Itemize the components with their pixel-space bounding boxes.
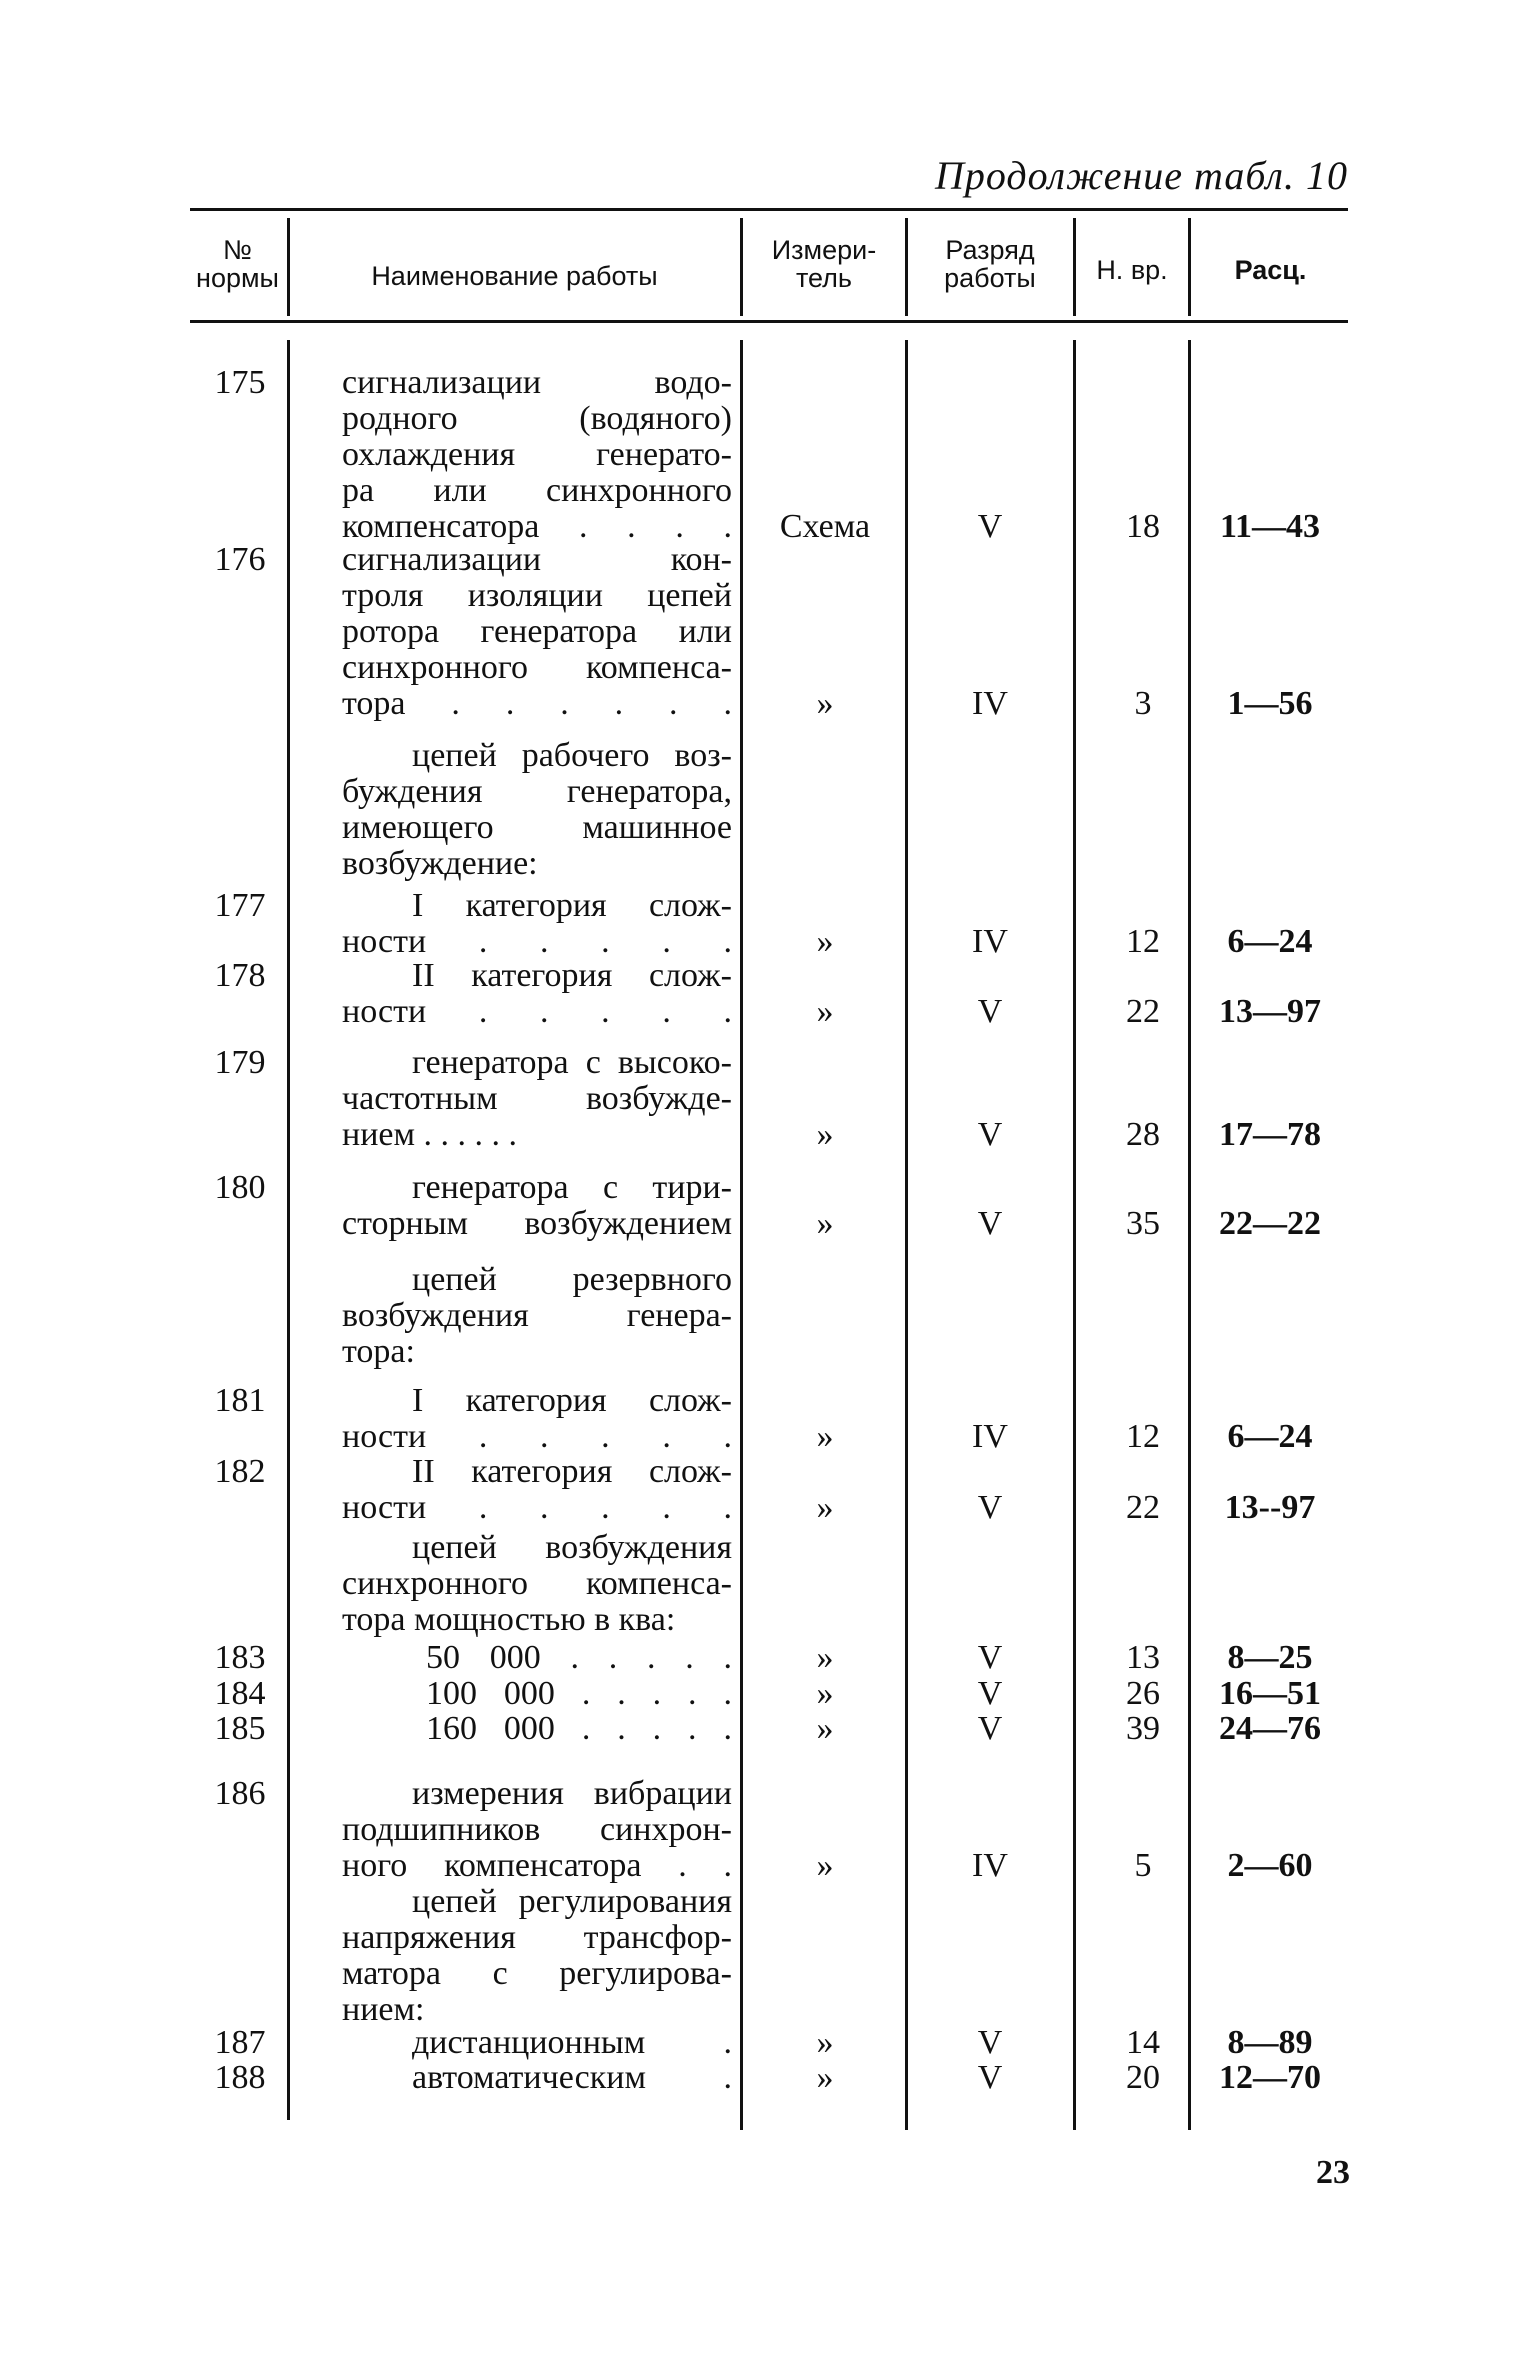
norm-time: 22 [1126,993,1160,1030]
word: . [647,1639,656,1676]
work-grade: IV [972,1847,1008,1884]
word: . [608,1639,618,1676]
measure-unit: Схема [779,508,871,545]
word: цепей [647,577,732,614]
work-name [342,1884,732,2028]
column-divider [1073,340,1076,2130]
work-name [342,1454,732,1526]
word: родного [342,400,458,437]
word: генератора, [566,773,732,810]
word: . [478,993,488,1030]
rate-value: 8—25 [1227,1639,1313,1676]
work-name-line: нием . . . . . . [342,1116,517,1153]
work-name-line: тора: [342,1333,415,1370]
work-grade: V [977,1205,1003,1242]
norm-number: 184 [214,1675,266,1712]
work-name-line [342,1170,732,1206]
work-grade: V [977,2024,1003,2061]
word: . [662,1489,671,1526]
measure-unit: » [816,1205,834,1242]
word: буждения [342,773,483,810]
table-continuation-caption: Продолжение табл. 10 [934,153,1348,198]
word: категория [465,887,607,924]
norm-number: 176 [214,541,266,578]
word: . [478,923,488,960]
column-divider [1073,218,1076,316]
work-name [342,365,732,545]
word: ного [342,1847,408,1884]
word: цепей [412,1529,497,1566]
word: компенса- [585,1565,732,1602]
work-name [342,1530,732,1638]
work-name-line [342,1490,732,1526]
work-name-line [342,1081,732,1117]
word: генерато- [596,436,732,473]
word: 160 [426,1710,477,1747]
word: машинное [582,809,732,846]
norm-time: 14 [1126,2024,1160,2061]
rate-value: 12—70 [1219,2059,1321,2096]
word: генератора [412,1044,569,1081]
word: . [614,685,624,722]
work-name-line [342,1920,732,1956]
word: категория [471,957,613,994]
word: трансфор- [583,1919,732,1956]
work-name-line [342,1262,732,1298]
word: компенсатора [342,508,540,545]
work-grade: V [977,508,1003,545]
norm-number: 186 [214,1775,266,1812]
norm-time: 5 [1134,1847,1152,1884]
word: ротора [342,613,440,650]
measure-unit: » [816,1675,834,1712]
work-name-line [342,994,732,1030]
measure-unit: » [816,1489,834,1526]
work-name [342,1711,732,1747]
word: 000 [503,1710,555,1747]
work-name-line [342,1383,732,1419]
word: слож- [648,1453,732,1490]
word: категория [465,1382,607,1419]
word: . [478,1418,488,1455]
header-norm-time: Н. вр. [1096,255,1168,285]
work-name-line [342,1298,732,1334]
work-grade: IV [972,923,1008,960]
work-name-line: нием: [342,1991,425,2028]
norm-time: 13 [1126,1639,1160,1676]
column-divider [287,218,290,316]
word: цепей [412,1261,497,1298]
word: ности [342,1418,427,1455]
work-name [342,2060,732,2096]
word: . [570,1639,579,1676]
norm-time: 26 [1126,1675,1160,1712]
word: ра [342,472,375,509]
word: измерения [412,1775,564,1812]
work-name [342,2025,732,2061]
header-work-name: Наименование работы [371,261,658,291]
work-name-line [342,810,732,846]
word: подшипников [342,1811,541,1848]
work-name-line [342,473,732,509]
work-name [342,1776,732,1884]
word: цепей [412,737,497,774]
rate-value: 2—60 [1227,1847,1313,1884]
measure-unit: » [816,1710,834,1747]
norm-number: 187 [214,2024,266,2061]
work-name-line [342,2060,732,2096]
rate-value: 13—97 [1219,993,1321,1030]
work-name-line [342,365,732,401]
work-name-line [342,542,732,578]
word: с [602,1169,619,1206]
word: сторным [342,1205,469,1242]
word: категория [471,1453,613,1490]
word: . [540,1489,549,1526]
word: . [723,1639,732,1676]
word: . [723,1489,732,1526]
rate-value: 8—89 [1227,2024,1313,2061]
word: слож- [648,1382,732,1419]
rate-value: 6—24 [1227,1418,1313,1455]
word: генератора [412,1169,569,1206]
word: автоматическим [412,2059,646,2096]
word: резервного [572,1261,732,1298]
word: . [540,923,549,960]
work-name-line [342,1640,732,1676]
work-name [342,542,732,722]
page-number: 23 [1316,2154,1350,2191]
word: . [601,1418,610,1455]
column-divider [905,340,908,2130]
word: . [723,2024,732,2061]
word: воз- [674,737,732,774]
word: высоко- [617,1044,732,1081]
word: троля [342,577,424,614]
word: компенсатора [444,1847,642,1884]
work-name-line [342,774,732,810]
word: II [412,1453,435,1490]
word: . [675,508,684,545]
word: или [678,613,732,650]
word: . [723,923,732,960]
word: . [617,1710,626,1747]
word: 100 [426,1675,477,1712]
word: возбужде- [585,1080,732,1117]
measure-unit: » [816,1418,834,1455]
word: генератора [480,613,638,650]
word: охлаждения [342,436,516,473]
word: . [688,1710,697,1747]
work-name [342,888,732,960]
word: возбуждения [545,1529,732,1566]
rate-value: 6—24 [1227,923,1313,960]
work-name-line [342,1419,732,1455]
measure-unit: » [816,1116,834,1153]
norm-time: 3 [1134,685,1152,722]
work-name-line [342,1566,732,1602]
work-name-line: тора мощностью в ква: [342,1601,676,1638]
header-measure: Измери- тель [771,235,877,293]
norm-time: 12 [1126,923,1160,960]
word: слож- [648,957,732,994]
norm-time: 35 [1126,1205,1160,1242]
word: . [617,1675,626,1712]
word: . [723,2059,732,2096]
word: частотным [342,1080,498,1117]
word: 50 [426,1639,460,1676]
header-norm-number: № нормы [196,235,279,293]
work-name-line [342,888,732,924]
rate-value: 1—56 [1227,685,1313,722]
word: . [688,1675,697,1712]
word: I [412,887,424,924]
word: . [652,1675,662,1712]
work-name-line [342,1848,732,1884]
word: 000 [503,1675,555,1712]
measure-unit: » [816,2024,834,2061]
column-divider [740,218,743,316]
table-header-rule [190,320,1348,323]
norm-number: 185 [214,1710,266,1747]
norm-number: 178 [214,957,266,994]
word: . [723,1847,732,1884]
work-name-line [342,1454,732,1490]
norm-number: 179 [214,1044,266,1081]
word: с [492,1955,508,1992]
word: с [585,1044,601,1081]
word: тири- [652,1169,732,1206]
measure-unit: » [816,1847,834,1884]
work-name [342,958,732,1030]
word: I [412,1382,424,1419]
word: синхронного [546,472,732,509]
word: (водяного) [579,400,732,437]
work-grade: V [977,2059,1003,2096]
word: . [601,1489,610,1526]
work-name [342,1045,732,1153]
work-name-line [342,509,732,545]
word: . [581,1710,591,1747]
work-name-line [342,578,732,614]
work-name [342,1676,732,1712]
word: вибрации [593,1775,732,1812]
word: ности [342,993,427,1030]
word: имеющего [342,809,494,846]
word: . [662,993,671,1030]
word: дистанционным [412,2024,646,2061]
work-name-line [342,1676,732,1712]
word: . [601,993,610,1030]
word: слож- [648,887,732,924]
word: сигнализации [342,364,542,401]
work-name [342,738,732,882]
word: . [678,1847,687,1884]
word: цепей [412,1883,497,1920]
word: ности [342,923,427,960]
work-grade: V [977,1639,1003,1676]
word: . [540,1418,549,1455]
word: сигнализации [342,541,542,578]
word: . [560,685,569,722]
work-name-line [342,1776,732,1812]
word: . [581,1675,591,1712]
word: . [505,685,515,722]
word: напряжения [342,1919,516,1956]
column-divider [1188,218,1191,316]
work-name-line [342,437,732,473]
work-name-line [342,614,732,650]
word: синхронного [342,649,528,686]
work-name-line [342,1956,732,1992]
word: рабочего [521,737,650,774]
norm-number: 181 [214,1382,266,1419]
work-name [342,1170,732,1242]
norm-time: 22 [1126,1489,1160,1526]
word: . [451,685,460,722]
work-name-line [342,1812,732,1848]
norm-number: 177 [214,887,266,924]
work-grade: V [977,1116,1003,1153]
word: тора [342,685,406,722]
work-name-line [342,650,732,686]
word: регулирования [518,1883,732,1920]
work-name [342,1383,732,1455]
work-grade: V [977,1489,1003,1526]
word: или [433,472,487,509]
work-grade: IV [972,685,1008,722]
rate-value: 22—22 [1219,1205,1321,1242]
norm-number: 183 [214,1639,266,1676]
work-name-line [342,738,732,774]
word: изоляции [467,577,603,614]
word: . [723,508,732,545]
measure-unit: » [816,1639,834,1676]
work-name-line [342,2025,732,2061]
norm-number: 188 [214,2059,266,2096]
word: возбуждением [524,1205,732,1242]
word: . [478,1489,488,1526]
norm-number: 175 [214,364,266,401]
word: водо- [654,364,732,401]
word: . [662,923,671,960]
work-grade: V [977,1675,1003,1712]
header-rate: Расц. [1234,255,1307,285]
norm-time: 39 [1126,1710,1160,1747]
word: . [723,1675,732,1712]
word: регулирова- [559,1955,732,1992]
work-name-line [342,924,732,960]
measure-unit: » [816,685,834,722]
rate-value: 13--97 [1224,1489,1316,1526]
word: . [685,1639,694,1676]
work-grade: V [977,993,1003,1030]
word: . [723,685,732,722]
work-grade: IV [972,1418,1008,1455]
word: . [723,1418,732,1455]
column-divider [905,218,908,316]
word: кон- [670,541,732,578]
work-name-line [342,958,732,994]
word: ности [342,1489,427,1526]
word: . [579,508,588,545]
word: . [723,993,732,1030]
word: генера- [626,1297,732,1334]
work-name-line [342,401,732,437]
rate-value: 16—51 [1219,1675,1321,1712]
work-name [342,1640,732,1676]
table-top-rule [190,208,1348,211]
rate-value: 17—78 [1219,1116,1321,1153]
norm-number: 182 [214,1453,266,1490]
word: . [601,923,610,960]
word: возбуждения [342,1297,529,1334]
word: . [723,1710,732,1747]
header-grade: Разряд работы [944,235,1036,293]
norm-time: 18 [1126,508,1160,545]
work-name-line [342,1711,732,1747]
measure-unit: » [816,923,834,960]
word: синхрон- [600,1811,732,1848]
word: . [627,508,636,545]
work-name-line [342,1045,732,1081]
word: синхронного [342,1565,528,1602]
word: . [540,993,549,1030]
rate-value: 24—76 [1219,1710,1321,1747]
word: . [662,1418,671,1455]
word: . [652,1710,662,1747]
work-name-line [342,686,732,722]
column-divider [740,340,743,2130]
word: . [669,685,678,722]
work-name-line [342,1206,732,1242]
work-grade: V [977,1710,1003,1747]
norm-time: 20 [1126,2059,1160,2096]
work-name-line [342,1884,732,1920]
work-name [342,1262,732,1370]
rate-value: 11—43 [1219,508,1321,545]
work-name-line: возбуждение: [342,845,538,882]
norm-number: 180 [214,1169,266,1206]
column-divider [287,340,290,2120]
word: компенса- [585,649,732,686]
work-name-line [342,1530,732,1566]
word: матора [342,1955,441,1992]
measure-unit: » [816,2059,834,2096]
measure-unit: » [816,993,834,1030]
word: 000 [489,1639,541,1676]
norm-time: 28 [1126,1116,1160,1153]
word: II [412,957,435,994]
norm-time: 12 [1126,1418,1160,1455]
